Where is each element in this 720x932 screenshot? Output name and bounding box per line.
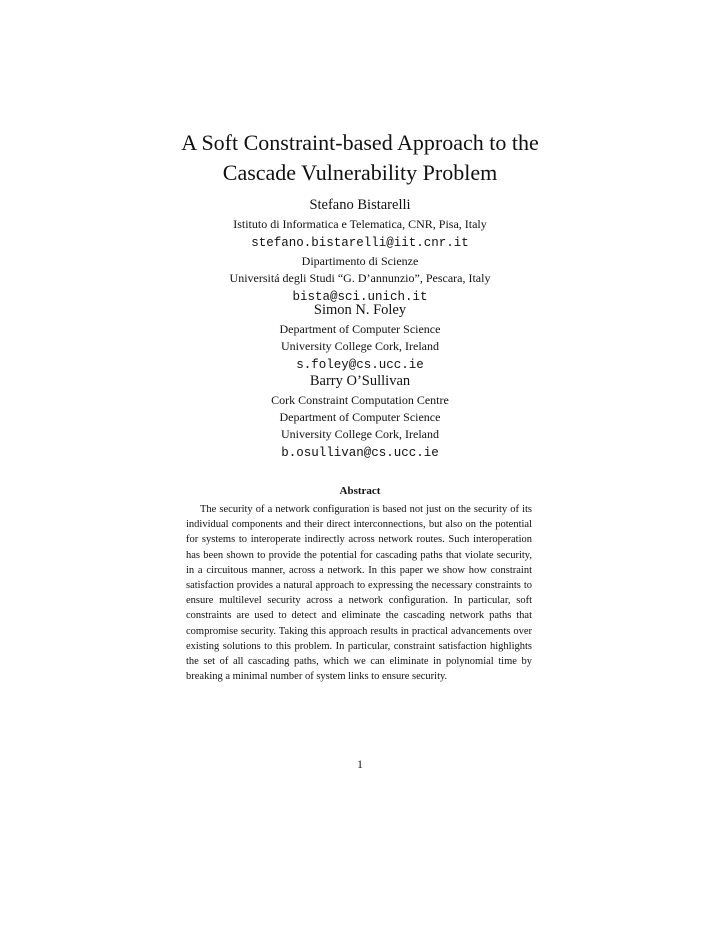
author-block-osullivan bbox=[0, 372, 720, 462]
page-number: 1 bbox=[357, 759, 363, 771]
author-affiliation: Universitá degli Studi “G. D’annunzio”, Pescara, Italy bbox=[229, 271, 491, 285]
author-block-bistarelli bbox=[0, 196, 720, 306]
paper-title bbox=[0, 128, 720, 188]
author-affiliation: University College Cork, Ireland bbox=[281, 339, 439, 353]
author-email: b.osullivan@cs.ucc.ie bbox=[281, 446, 439, 460]
author-affiliation: Cork Constraint Computation Centre bbox=[271, 393, 449, 407]
abstract-text: The security of a network configuration is based not just on the security of its individual components and their direct interconnections, but also on the potential for systems to interoperate indirectly across network routes. Such interoperation has been shown to provide the potential for cascading paths that violate security, in a circuitous manner, across a network. In this paper we show how constraint satisfaction provides a natural approach to expressing the necessary constraints to ensure multilevel security across a network configuration. In particular, soft constraints are used to detect and eliminate the cascading network paths that compromise security. Taking this approach results in practical advancements over existing solutions to this problem. In particular, constraint satisfaction highlights the set of all cascading paths, which we can eliminate in polynomial time by breaking a minimal number of system links to ensure security. bbox=[186, 504, 532, 683]
author-name: Barry O’Sullivan bbox=[309, 373, 411, 389]
author-affiliation: Dipartimento di Scienze bbox=[301, 254, 419, 268]
author-name: Simon N. Foley bbox=[313, 302, 407, 318]
author-email: bista@sci.unich.it bbox=[292, 290, 428, 304]
author-affiliation: Department of Computer Science bbox=[279, 410, 441, 424]
author-email: stefano.bistarelli@iit.cnr.it bbox=[251, 236, 469, 250]
title-line-2: Cascade Vulnerability Problem bbox=[222, 160, 498, 185]
author-affiliation: University College Cork, Ireland bbox=[281, 427, 439, 441]
author-affiliation: Department of Computer Science bbox=[279, 322, 441, 336]
title-line-1: A Soft Constraint-based Approach to the bbox=[181, 130, 539, 155]
author-affiliation: Istituto di Informatica e Telematica, CNR, Pisa, Italy bbox=[233, 217, 487, 231]
author-name: Stefano Bistarelli bbox=[309, 197, 411, 213]
author-email: s.foley@cs.ucc.ie bbox=[296, 358, 424, 372]
abstract-heading: Abstract bbox=[339, 485, 381, 497]
author-block-foley bbox=[0, 301, 720, 374]
